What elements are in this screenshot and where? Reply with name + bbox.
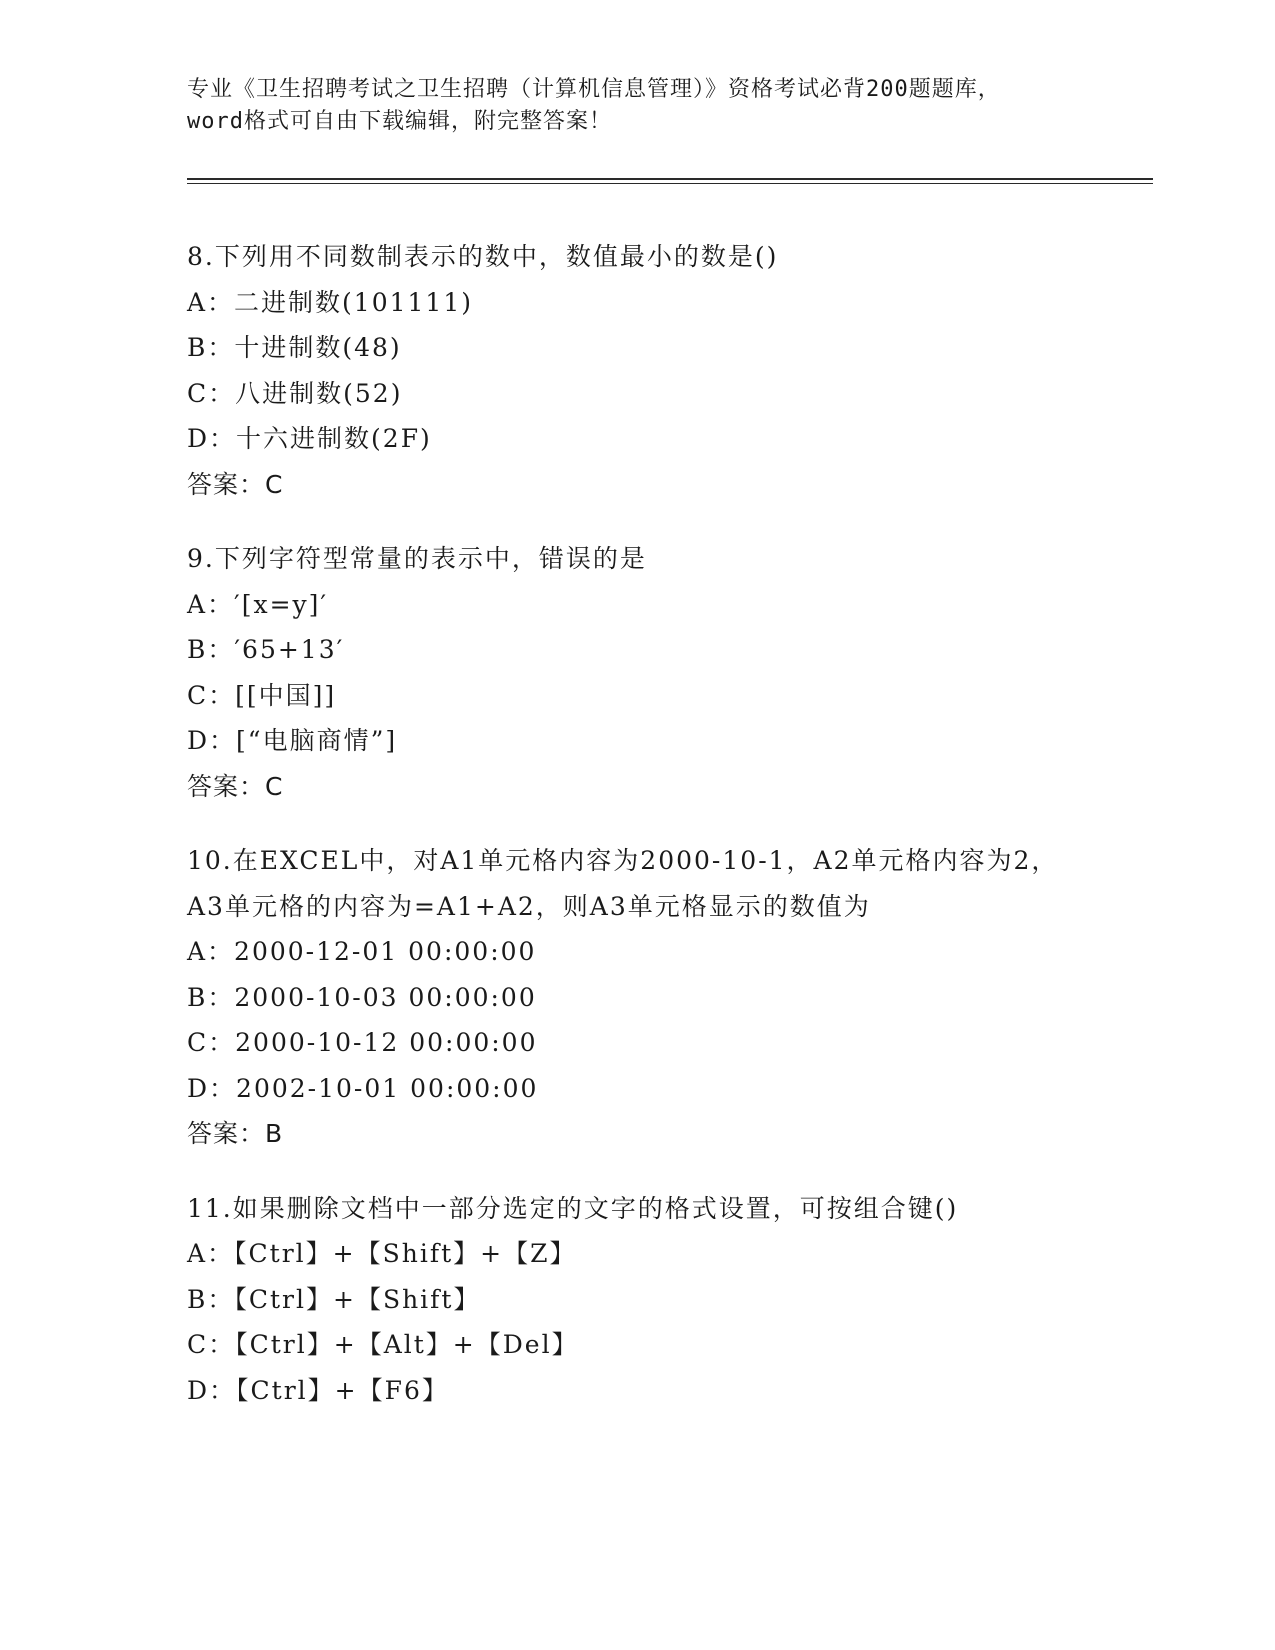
option-a: A：【Ctrl】+【Shift】+【Z】 (187, 1239, 577, 1268)
option-b: B：′65+13′ (187, 635, 345, 664)
option-c: C：2000-10-12 00:00:00 (187, 1028, 538, 1057)
header-line-1: 专业《卫生招聘考试之卫生招聘（计算机信息管理）》资格考试必背200题题库， (187, 77, 1001, 102)
option-c: C：[[中国]] (187, 680, 337, 710)
header-divider-thick (187, 178, 1153, 180)
header-line-2: word格式可自由下载编辑，附完整答案！ (187, 109, 612, 134)
option-c: C：【Ctrl】+【Alt】+【Del】 (187, 1330, 579, 1359)
option-a: A：2000-12-01 00:00:00 (187, 937, 537, 966)
answer-label: 答案：B (187, 1119, 284, 1148)
option-a: A：′[x=y]′ (187, 589, 329, 619)
document-header (187, 74, 1107, 138)
header-divider-thin (187, 183, 1153, 184)
option-d: D：2002-10-01 00:00:00 (187, 1073, 539, 1103)
option-d: D：【Ctrl】+【F6】 (187, 1375, 449, 1405)
question-9 (187, 536, 1107, 809)
option-a: A：二进制数(101111) (187, 287, 473, 317)
option-d: D：[“电脑商情”] (187, 726, 398, 755)
question-10 (187, 838, 1107, 1157)
question-stem-line-1: 10.在EXCEL中，对A1单元格内容为2000-10-1，A2单元格内容为2， (187, 846, 1059, 875)
question-8 (187, 234, 1107, 507)
question-stem-line-2: A3单元格的内容为=A1+A2，则A3单元格显示的数值为 (187, 891, 871, 921)
option-b: B：【Ctrl】+【Shift】 (187, 1284, 481, 1314)
question-stem: 9.下列字符型常量的表示中，错误的是 (187, 544, 647, 573)
question-list (187, 234, 1107, 1442)
option-c: C：八进制数(52) (187, 378, 403, 408)
option-b: B：十进制数(48) (187, 333, 402, 362)
answer-label: 答案：C (187, 771, 284, 801)
option-d: D：十六进制数(2F) (187, 424, 432, 453)
question-stem: 11.如果删除文档中一部分选定的文字的格式设置，可按组合键() (187, 1193, 959, 1223)
question-stem: 8.下列用不同数制表示的数中，数值最小的数是() (187, 242, 779, 271)
question-11 (187, 1186, 1107, 1414)
answer-label: 答案：C (187, 469, 284, 499)
option-b: B：2000-10-03 00:00:00 (187, 982, 537, 1012)
